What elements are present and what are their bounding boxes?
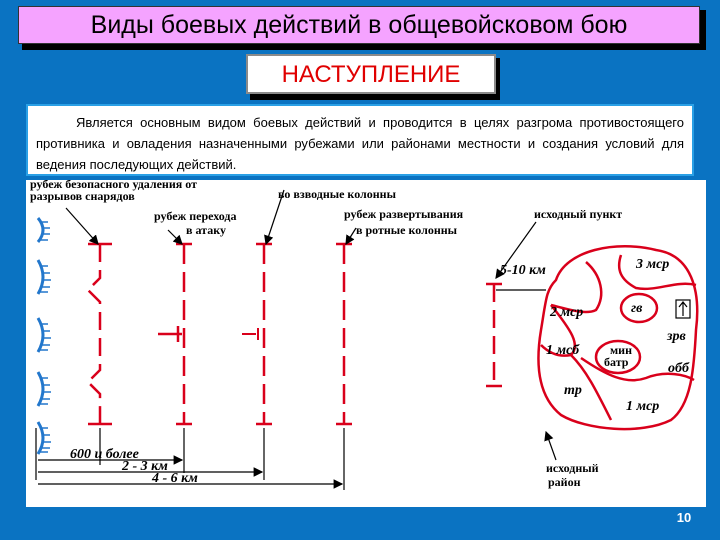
dist-4-6: 4 - 6 км <box>152 471 198 486</box>
label-safe-1: рубеж безопасного удаления от <box>30 180 197 191</box>
dist-600: 600 и более <box>70 447 139 462</box>
safe-distance-line <box>88 244 100 424</box>
page-title: Виды боевых действий в общевойсковом бою <box>18 6 700 44</box>
arrow-deploy <box>346 228 356 244</box>
enemy-trench-symbols <box>38 218 43 454</box>
label-safe-2: разрывов снарядов <box>30 189 135 203</box>
label-deploy-2: в ротные колонны <box>356 223 458 237</box>
unit-gv: гв <box>631 301 643 316</box>
label-start-point: исходный пункт <box>534 207 623 221</box>
unit-3msr: 3 мср <box>636 257 670 272</box>
label-deploy-1: рубеж развертывания <box>344 207 464 221</box>
description-text: Является основным видом боевых действий и проводится в целях разгрома противостоящего противника и овладения назначенными рубежами или районами местности и создания условий для ведения последующих действий. <box>26 104 694 176</box>
arrow-safe <box>66 208 98 244</box>
dist-5-10: 5-10 км <box>500 263 546 278</box>
unit-tr: тр <box>564 383 582 398</box>
label-transition-2: в атаку <box>186 223 226 237</box>
page-number: 10 <box>676 510 692 525</box>
unit-zrv: зрв <box>667 329 686 344</box>
unit-min: мин <box>610 343 633 357</box>
unit-2msr: 2 мср <box>550 305 584 320</box>
label-platoon: во взводные колонны <box>278 187 396 201</box>
unit-batr: батр <box>604 355 629 369</box>
offense-diagram <box>26 180 706 507</box>
section-heading: НАСТУПЛЕНИЕ <box>246 54 496 94</box>
label-start-area-2: район <box>548 475 581 489</box>
unit-1msr: 1 мср <box>626 399 660 414</box>
dist-2-3: 2 - 3 км <box>122 459 168 474</box>
unit-1msb: 1 мсб <box>546 343 580 358</box>
label-transition-1: рубеж перехода <box>154 209 237 223</box>
arrow-attack <box>168 230 182 244</box>
diagram-svg <box>26 180 706 507</box>
unit-obb: обб <box>668 361 689 376</box>
label-start-area-1: исходный <box>546 461 599 475</box>
arrow-start-area <box>546 432 556 460</box>
